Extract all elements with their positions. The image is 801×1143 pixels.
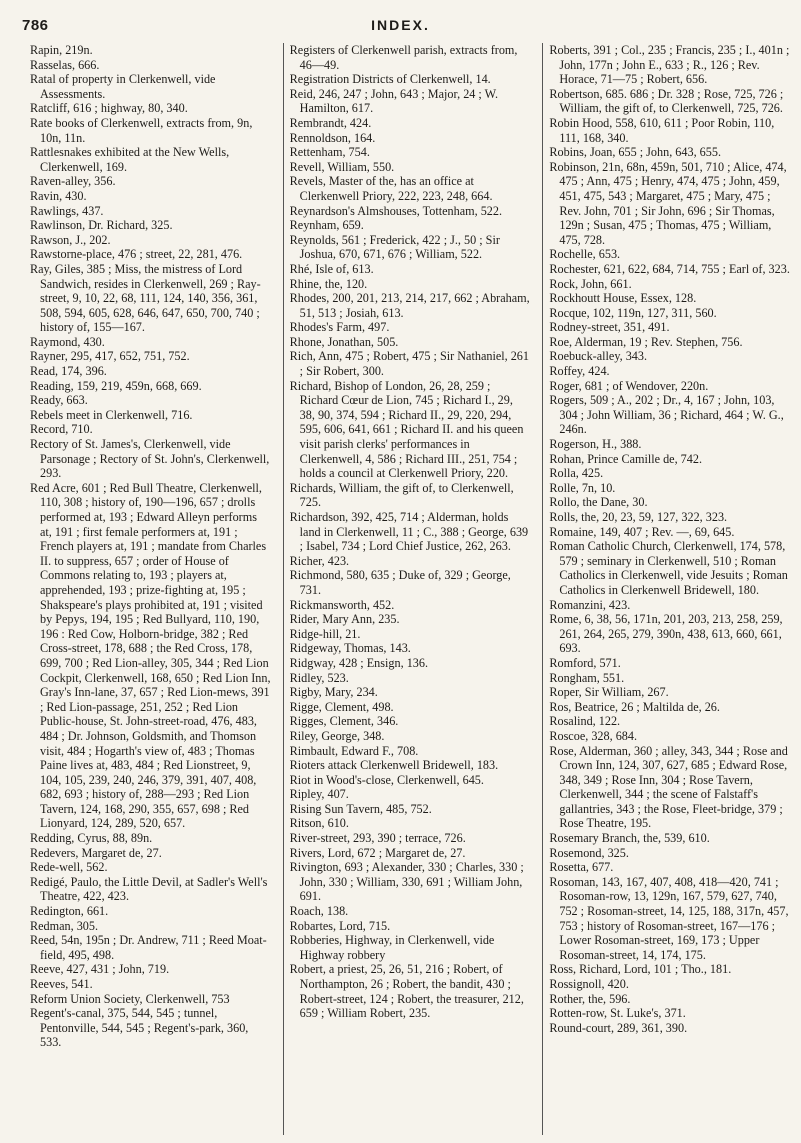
index-entry: Reeves, 541. — [30, 977, 93, 991]
index-entry: Romford, 571. — [549, 655, 621, 670]
index-entry: Ratcliff, 616 ; highway, 80, 340. — [30, 101, 188, 116]
index-entry: Rede-well, 562. — [30, 860, 108, 875]
index-entry: Reading, 159, 219, 459n, 668, 669. — [30, 378, 202, 393]
index-entry: Roper, Sir William, 267. — [549, 685, 669, 700]
index-entry: Ridge-hill, 21. — [289, 626, 361, 641]
index-entry: Rosoman, 143, 167, 407, 408, 418—420, 741 ; Rosoman-row, 13, 129n, 167, 579, 627, 740, 752 ; Rosoman-street, 14, 125, 188, 317n, 457, 753 ; history of Rosoman-street, 167—176 ; Lower Rosoman-street, 169, 173 ; Upper Rosoman-street, 14, 174, 175. — [549, 874, 789, 962]
index-entry: Rapin, 219n. — [30, 43, 93, 57]
index-entry: Roscoe, 328, 684. — [549, 728, 638, 743]
index-entry: Ros, Beatrice, 26 ; Maltilda de, 26. — [549, 699, 720, 714]
index-entry: Rembrandt, 424. — [289, 115, 372, 130]
index-entry: Rettenham, 754. — [289, 145, 370, 160]
index-entry: Red Acre, 601 ; Red Bull Theatre, Clerkenwell, 110, 308 ; history of, 190—196, 657 ; drolls performed at, 193 ; Edward Alleyn performs at, 191 ; first female performers at, 191 ; French players at, 191 ; mandate from Charles II. to suppress, 657 ; order of House of Commons relating to, 193 ; players at, apprehended, 193 ; prize-fighting at, 195 ; Shakspeare's plays prohibited at, 191 ; visited by Pepys, 194, 195 ; Red Bullyard, 110, 190, 196 : Red Cow, Holborn-bridge, 382 ; Red Cross-street, 178, 688 ; the Red Cross, 178, 699, 700 ; Red Lion-alley, 305, 344 ; Red Lion Cockpit, Clerkenwell, 168, 650 ; Red Lion Inn, Gray's Inn-lane, 37, 657 ; Red Lion-mews, 391 ; Red Lion-passage, 251, 252 ; Red Lion Public-house, St. John-street-road, 476, 483, 484 ; Dr. Johnson, Goldsmith, and Thomson visit, 484 ; Hogarth's view of, 483 ; Thomas Paine lives at, 483, 484 ; Red Lionstreet, 9, 104, 105, 239, 240, 246, 379, 391, 407, 408, 682, 693 ; history of, 288—293 ; Red Lion Tavern, 124, 168, 290, 355, 657, 698 ; Red Lionyard, 124, 289, 520, 657. — [30, 480, 271, 831]
index-entry: Rochester, 621, 622, 684, 714, 755 ; Earl of, 323. — [549, 261, 790, 276]
index-entry: Revell, William, 550. — [289, 159, 395, 174]
index-entry: Rectory of St. James's, Clerkenwell, vide Parsonage ; Rectory of St. John's, Clerkenwell, 293. — [30, 437, 270, 481]
index-entry: Riot in Wood's-close, Clerkenwell, 645. — [289, 772, 484, 787]
index-entry: Redman, 305. — [30, 918, 99, 933]
index-entry: Rocque, 102, 119n, 127, 311, 560. — [549, 305, 717, 320]
index-entry: Rongham, 551. — [549, 670, 625, 685]
index-entry: Rock, John, 661. — [549, 276, 632, 291]
index-entry: Redigé, Paulo, the Little Devil, at Sadler's Well's Theatre, 422, 423. — [30, 874, 268, 904]
index-entry: Redington, 661. — [30, 904, 109, 919]
index-entry: Rebels meet in Clerkenwell, 716. — [30, 407, 193, 422]
index-entry: Rigges, Clement, 346. — [289, 714, 399, 729]
index-entry: Rawson, J., 202. — [30, 232, 111, 247]
index-entry: Ratal of property in Clerkenwell, vide Assessments. — [30, 72, 216, 101]
index-entry: Ridgway, 428 ; Ensign, 136. — [289, 655, 429, 670]
index-entry: Rigby, Mary, 234. — [289, 685, 378, 700]
index-entry: Robinson, 21n, 68n, 459n, 501, 710 ; Alice, 474, 475 ; Ann, 475 ; Henry, 474, 475 ; John, 459, 451, 475, 543 ; Margaret, 475 ; Mary, 475 ; Rev. John, 701 ; Sir John, 696 ; Sir Thomas, 129n ; Susan, 475 ; Thomas, 475 ; William, 475, 728. — [549, 159, 787, 247]
index-entry: Rhine, the, 120. — [289, 276, 368, 291]
index-column-3 — [542, 43, 790, 1135]
index-entry: Ridgeway, Thomas, 143. — [289, 641, 411, 656]
index-entry: Robertson, 685. 686 ; Dr. 328 ; Rose, 725, 726 ; William, the gift of, to Clerkenwell, 725, 726. — [549, 86, 784, 116]
index-entry: Rossignoll, 420. — [549, 977, 629, 991]
index-entry: Revels, Master of the, has an office at Clerkenwell Priory, 222, 223, 248, 664. — [289, 174, 493, 203]
index-entry: Rodney-street, 351, 491. — [549, 320, 670, 335]
index-entry: Rider, Mary Ann, 235. — [289, 612, 400, 627]
index-entry: Rosetta, 677. — [549, 860, 614, 875]
index-entry: Rate books of Clerkenwell, extracts from, 9n, 10n, 11n. — [30, 115, 253, 145]
index-entry: Rother, the, 596. — [549, 991, 631, 1006]
index-entry: Rollo, the Dane, 30. — [549, 495, 648, 510]
running-head: INDEX. — [371, 17, 430, 33]
index-entry: Raven-alley, 356. — [30, 174, 116, 189]
index-column-1 — [30, 43, 271, 1135]
index-entry: Richard, Bishop of London, 26, 28, 259 ; Richard Cœur de Lion, 745 ; Richard I., 29, 38, 90, 374, 594 ; Richard II., 29, 220, 294, 595, 606, 641, 661 ; Richard II. and his queen visit parish clerks' performances in Clerkenwell, 4, 586 ; Richard III., 251, 754 ; holds a council at Clerkenwell Priory, 220. — [289, 378, 524, 481]
index-entry: Rivers, Lord, 672 ; Margaret de, 27. — [289, 845, 466, 860]
index-entry: Roebuck-alley, 343. — [549, 349, 648, 364]
index-entry: Rawlinson, Dr. Richard, 325. — [30, 218, 173, 233]
index-entry: Rayner, 295, 417, 652, 751, 752. — [30, 349, 190, 364]
index-entry: Ravin, 430. — [30, 188, 87, 203]
index-entry: Rockhoutt House, Essex, 128. — [549, 291, 697, 306]
index-entry: Rohan, Prince Camille de, 742. — [549, 451, 702, 466]
index-entry: Reynolds, 561 ; Frederick, 422 ; J., 50 ; Sir Joshua, 670, 671, 676 ; William, 522. — [289, 232, 500, 262]
index-entry: Rolls, the, 20, 23, 59, 127, 322, 323. — [549, 510, 728, 524]
index-entry: Reeve, 427, 431 ; John, 719. — [30, 962, 170, 977]
index-entry: Roger, 681 ; of Wendover, 220n. — [549, 378, 709, 393]
index-entry: Ritson, 610. — [289, 816, 349, 831]
index-entry: Rhodes, 200, 201, 213, 214, 217, 662 ; Abraham, 51, 513 ; Josiah, 613. — [289, 291, 530, 320]
index-entry: Rogerson, H., 388. — [549, 437, 642, 452]
index-entry: Robartes, Lord, 715. — [289, 918, 391, 933]
index-column-2 — [283, 43, 531, 1135]
index-entry: Roman Catholic Church, Clerkenwell, 174, 578, 579 ; seminary in Clerkenwell, 510 ; Roman Catholics in Clerkenwell, vide Jesuits ; Roman Catholics in Clerkenwell Bridewell, 180. — [549, 539, 788, 597]
index-entry: Ridley, 523. — [289, 670, 349, 685]
index-entry: Registers of Clerkenwell parish, extracts from, 46—49. — [289, 43, 518, 72]
index-entry: Romanzini, 423. — [549, 597, 631, 612]
index-entry: Rising Sun Tavern, 485, 752. — [289, 801, 432, 816]
index-entry: Rawlings, 437. — [30, 203, 104, 218]
index-entry: Roffey, 424. — [549, 364, 610, 379]
index-entry: Rawstorne-place, 476 ; street, 22, 281, 476. — [30, 247, 243, 262]
index-entry: Ripley, 407. — [289, 787, 349, 802]
index-entry: Rivington, 693 ; Alexander, 330 ; Charles, 330 ; John, 330 ; William, 330, 691 ; William John, 691. — [289, 860, 524, 904]
index-entry: Redding, Cyrus, 88, 89n. — [30, 831, 153, 846]
index-entry: Roe, Alderman, 19 ; Rev. Stephen, 756. — [549, 334, 743, 349]
index-entry: Record, 710. — [30, 422, 93, 437]
index-entry: Rosalind, 122. — [549, 714, 621, 729]
index-entry: Richmond, 580, 635 ; Duke of, 329 ; George, 731. — [289, 568, 511, 597]
index-entry: Richards, William, the gift of, to Clerkenwell, 725. — [289, 480, 514, 510]
index-entry: Regent's-canal, 375, 544, 545 ; tunnel, Pentonville, 544, 545 ; Regent's-park, 360, 533. — [30, 1006, 249, 1050]
index-entry: Registration Districts of Clerkenwell, 14. — [289, 72, 491, 87]
index-entry: Rimbault, Edward F., 708. — [289, 743, 419, 758]
index-entry: Reynardson's Almshouses, Tottenham, 522. — [289, 203, 503, 218]
index-entry: Richer, 423. — [289, 553, 350, 568]
index-entry: Rhé, Isle of, 613. — [289, 261, 374, 276]
index-entry: Robert, a priest, 25, 26, 51, 216 ; Robert, of Northampton, 26 ; Robert, the bandit, 430 ; Robert-street, 124 ; Robert, the treasurer, 212, 659 ; William Robert, 235. — [289, 962, 524, 1021]
index-columns — [30, 43, 790, 1135]
index-entry: Roach, 138. — [289, 904, 349, 919]
index-entry: Rennoldson, 164. — [289, 130, 376, 145]
index-entry: Riley, George, 348. — [289, 728, 385, 743]
index-entry: Rich, Ann, 475 ; Robert, 475 ; Sir Nathaniel, 261 ; Sir Robert, 300. — [289, 349, 529, 379]
index-entry: Rhone, Jonathan, 505. — [289, 334, 399, 349]
index-entry: Rose, Alderman, 360 ; alley, 343, 344 ; Rose and Crown Inn, 124, 307, 627, 685 ; Edward Rose, 348, 349 ; Rose Inn, 304 ; Rose Tavern, Clerkenwell, 344 ; the scene of Falstaff's gallantries, 343 ; the Rose, Fleet-bridge, 379 ; Rose Theatre, 195. — [549, 743, 788, 831]
index-entry: Ready, 663. — [30, 393, 88, 408]
index-entry: Rolla, 425. — [549, 466, 604, 481]
index-entry: Read, 174, 396. — [30, 364, 107, 379]
index-entry: Robins, Joan, 655 ; John, 643, 655. — [549, 145, 721, 160]
index-entry: Rigge, Clement, 498. — [289, 699, 394, 714]
index-entry: Redevers, Margaret de, 27. — [30, 845, 162, 860]
index-entry: Round-court, 289, 361, 390. — [549, 1020, 688, 1035]
index-entry: Rochelle, 653. — [549, 247, 621, 262]
index-entry: Reed, 54n, 195n ; Dr. Andrew, 711 ; Reed Moat-field, 495, 498. — [30, 933, 267, 962]
index-entry: Reform Union Society, Clerkenwell, 753 — [30, 991, 230, 1006]
index-entry: Reynham, 659. — [289, 218, 364, 233]
index-entry: Ross, Richard, Lord, 101 ; Tho., 181. — [549, 962, 732, 977]
index-entry: Robin Hood, 558, 610, 611 ; Poor Robin, 110, 111, 168, 340. — [549, 115, 775, 145]
index-entry: Raymond, 430. — [30, 334, 105, 349]
index-entry: Rattlesnakes exhibited at the New Wells, Clerkenwell, 169. — [30, 145, 230, 174]
index-entry: Rotten-row, St. Luke's, 371. — [549, 1006, 686, 1021]
index-entry: Rolle, 7n, 10. — [549, 480, 616, 495]
index-entry: Rosemary Branch, the, 539, 610. — [549, 831, 710, 846]
index-entry: Richardson, 392, 425, 714 ; Alderman, holds land in Clerkenwell, 11 ; C., 388 ; George, 639 ; Isabel, 734 ; Lord Chief Justice, 262, 263. — [289, 510, 529, 554]
index-entry: Rogers, 509 ; A., 202 ; Dr., 4, 167 ; John, 103, 304 ; John William, 36 ; Richard, 464 ; W. G., 246n. — [549, 393, 784, 437]
index-entry: Ray, Giles, 385 ; Miss, the mistress of Lord Sandwich, resides in Clerkenwell, 269 ; Ray-street, 9, 10, 22, 68, 111, 124, 140, 356, 361, 508, 594, 605, 628, 646, 647, 650, 700, 740 ; history of, 155—167. — [30, 261, 261, 335]
index-entry: Rickmansworth, 452. — [289, 597, 395, 612]
index-entry: Reid, 246, 247 ; John, 643 ; Major, 24 ; W. Hamilton, 617. — [289, 86, 499, 116]
index-entry: River-street, 293, 390 ; terrace, 726. — [289, 831, 466, 846]
page-number: 786 — [22, 17, 49, 34]
index-entry: Romaine, 149, 407 ; Rev. —, 69, 645. — [549, 524, 735, 539]
index-entry: Rasselas, 666. — [30, 57, 100, 72]
index-entry: Rhodes's Farm, 497. — [289, 320, 390, 335]
index-entry: Rosemond, 325. — [549, 845, 629, 860]
index-entry: Robberies, Highway, in Clerkenwell, vide Highway robbery — [289, 933, 495, 962]
index-entry: Rioters attack Clerkenwell Bridewell, 183. — [289, 758, 499, 773]
index-entry: Roberts, 391 ; Col., 235 ; Francis, 235 ; I., 401n ; John, 177n ; John E., 633 ; R., 126 ; Rev. Horace, 71—75 ; Robert, 656. — [549, 43, 790, 87]
index-entry: Rome, 6, 38, 56, 171n, 201, 203, 213, 258, 259, 261, 264, 265, 279, 390n, 438, 613, 660, 661, 693. — [549, 612, 783, 656]
